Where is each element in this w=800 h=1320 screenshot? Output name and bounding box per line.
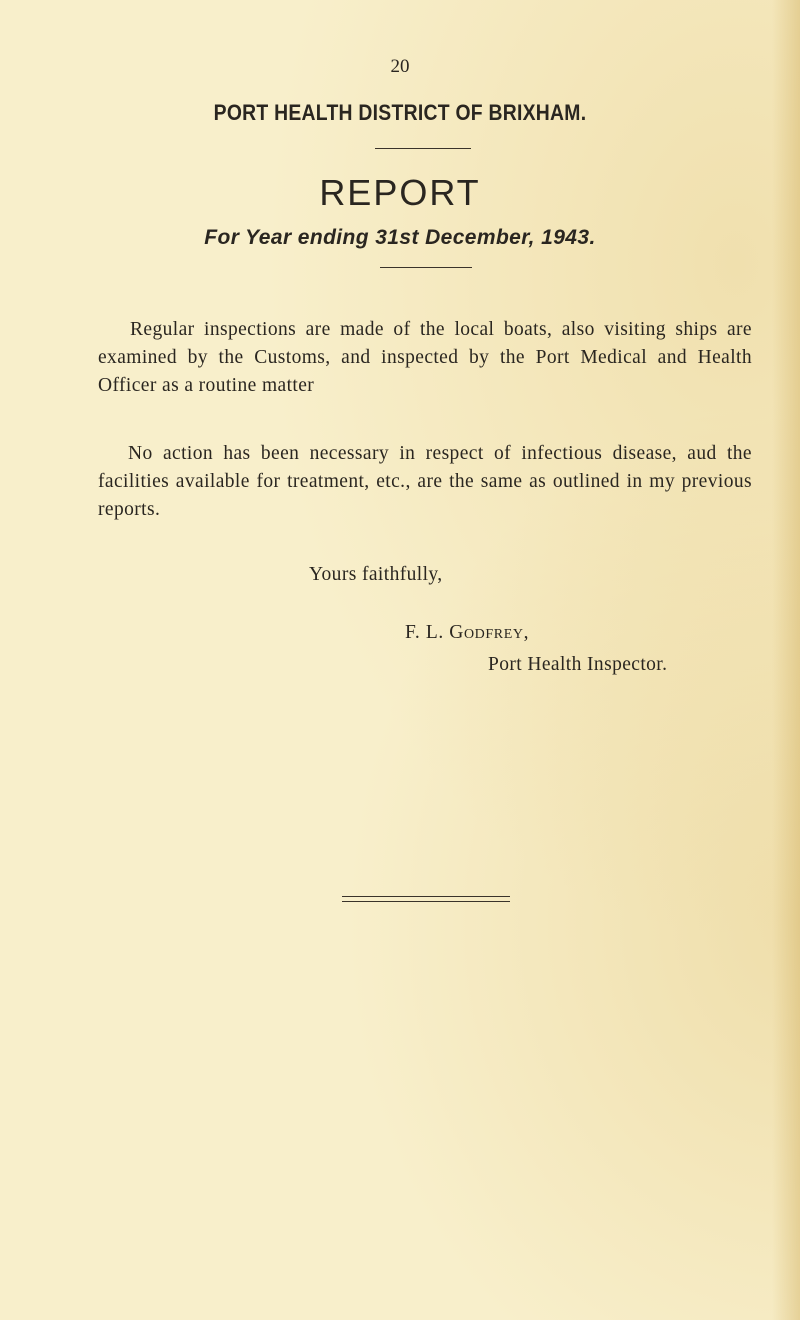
title-divider (375, 148, 471, 149)
closing-salutation: Yours faithfully, (309, 564, 443, 585)
signature-name: F. L. Godfrey, (405, 622, 530, 643)
paragraph-infectious-disease: No action has been necessary in respect of infectious disease, aud the facilities available for treatment, etc., are the same as outlined in my previous reports. (98, 443, 752, 520)
subtitle-divider (380, 267, 472, 268)
end-double-rule (342, 896, 510, 902)
report-subtitle: For Year ending 31st December, 1943. (204, 226, 596, 249)
paragraph-inspections: Regular inspections are made of the local boats, also visiting ships are examined by the Customs, and inspected by the Port Medical and Health Officer as a routine matter (98, 319, 752, 396)
page-number: 20 (390, 56, 410, 77)
district-title: PORT HEALTH DISTRICT OF BRIXHAM. (213, 100, 587, 125)
signature-title: Port Health Inspector. (488, 654, 668, 675)
report-heading: REPORT (319, 172, 481, 213)
